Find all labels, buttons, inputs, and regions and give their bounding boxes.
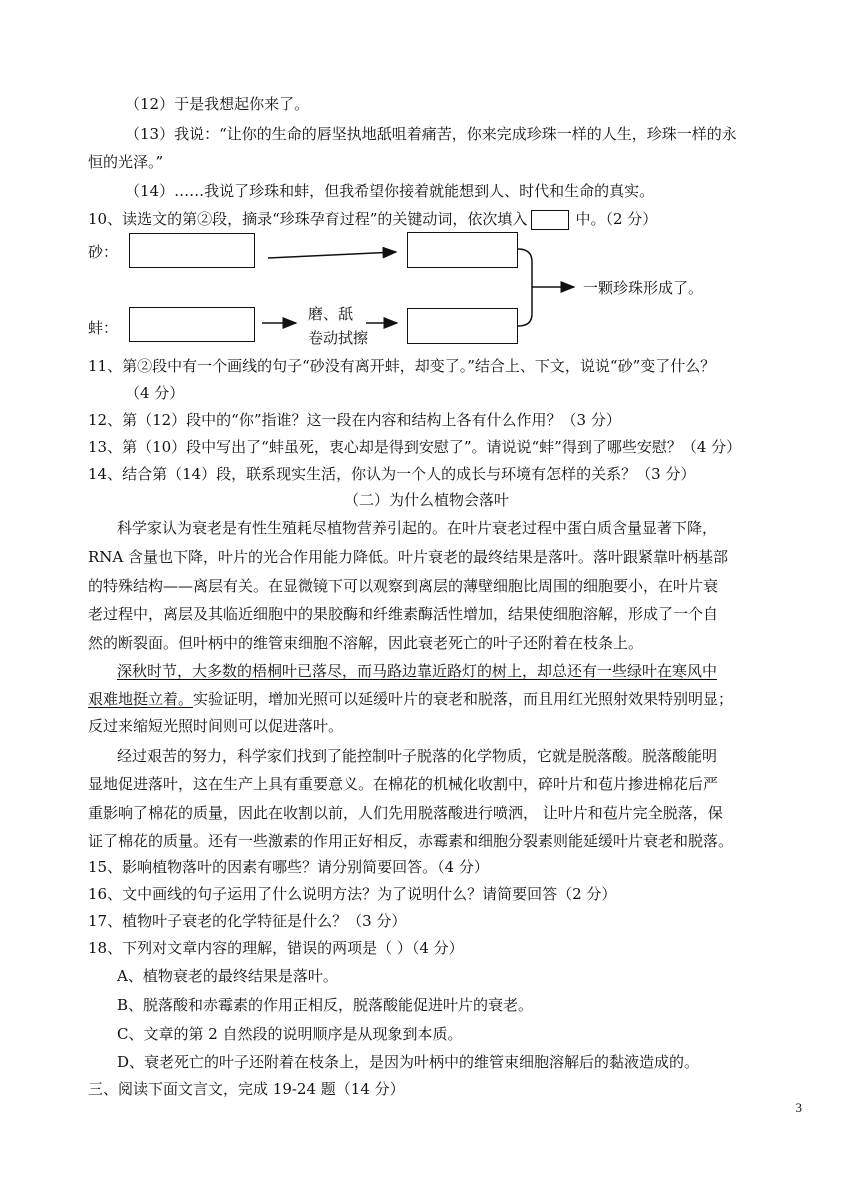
article-p3-line4: 证了棉花的质量。还有一些激素的作用正好相反，赤霉素和细胞分裂素则能延缓叶片衰老和脱落。 bbox=[88, 832, 734, 850]
arrow-sand bbox=[268, 252, 396, 258]
article-p1-line3: 的特殊结构——离层有关。在显微镜下可以观察到离层的薄壁细胞比周围的细胞要小，在叶片衰 bbox=[88, 577, 719, 595]
article-p2-rest: 实验证明，增加光照可以延缓叶片的衰老和脱落，而且用红光照射效果特别明显； bbox=[193, 690, 734, 708]
article-p2-line3: 反过来缩短光照时间则可以促进落叶。 bbox=[88, 717, 344, 735]
question-14: 14、结合第（14）段，联系现实生活，你认为一个人的成长与环境有怎样的关系？（3 分） bbox=[88, 465, 696, 483]
question-11-score: （4 分） bbox=[125, 384, 185, 402]
diagram-label-sand: 砂： bbox=[88, 243, 119, 261]
question-11: 11、第②段中有一个画线的句子“砂没有离开蚌，却变了。”结合上、下文，说说“砂”变了什么？ bbox=[88, 357, 716, 375]
page-number: 3 bbox=[795, 1100, 802, 1115]
question-10-score: 中。（2 分） bbox=[575, 210, 658, 228]
article-p2-underlined-2: 艰难地挺立着。 bbox=[88, 690, 194, 708]
passage-para-13: （13）我说：“让你的生命的唇坚执地舐咀着痛苦，你来完成珍珠一样的人生，珍珠一样的永 bbox=[125, 125, 737, 143]
article-p1-line4: 老过程中，离层及其临近细胞中的果胶酶和纤维素酶活性增加，结果使细胞溶解，形成了一个自 bbox=[88, 605, 719, 623]
question-17: 17、植物叶子衰老的化学特征是什么？（3 分） bbox=[88, 912, 407, 930]
section-3-heading: 三、阅读下面文言文，完成 19-24 题（14 分） bbox=[88, 1080, 405, 1098]
question-16: 16、文中画线的句子运用了什么说明方法？为了说明什么？请简要回答（2 分） bbox=[88, 885, 617, 903]
brace bbox=[518, 249, 532, 326]
article-p3-line2: 显地促进落叶，这在生产上具有重要意义。在棉花的机械化收割中，碎叶片和苞片掺进棉花后严 bbox=[88, 775, 719, 793]
section-2-title: （二）为什么植物会落叶 bbox=[344, 491, 510, 509]
passage-para-12: （12）于是我想起你来了。 bbox=[125, 95, 310, 113]
article-p3-line1: 经过艰苦的努力，科学家们找到了能控制叶子脱落的化学物质，它就是脱落酸。脱落酸能明 bbox=[117, 747, 718, 765]
article-p2-line2 bbox=[88, 689, 733, 709]
article-p1-line1: 科学家认为衰老是有性生殖耗尽植物营养引起的。在叶片衰老过程中蛋白质含量显著下降， bbox=[117, 519, 718, 537]
diagram-label-clam: 蚌： bbox=[88, 319, 119, 337]
option-a: A、植物衰老的最终结果是落叶。 bbox=[117, 967, 338, 985]
passage-para-14: （14）……我说了珍珠和蚌，但我希望你接着就能想到人、时代和生命的真实。 bbox=[125, 182, 655, 200]
article-p2-underlined-1: 深秋时节，大多数的梧桐叶已落尽，而马路边靠近路灯的树上，却总还有一些绿叶在寒风中 bbox=[117, 662, 718, 680]
diagram-result: 一颗珍珠形成了。 bbox=[583, 279, 704, 297]
diagram-mid-label-1: 磨、舐 bbox=[308, 305, 354, 323]
question-12: 12、第（12）段中的“你”指谁？这一段在内容和结构上各有什么作用？（3 分） bbox=[88, 411, 621, 429]
diagram-mid-label-2: 卷动拭擦 bbox=[308, 329, 369, 347]
question-15: 15、影响植物落叶的因素有哪些？请分别简要回答。（4 分） bbox=[88, 858, 489, 876]
option-c: C、文章的第 2 自然段的说明顺序是从现象到本质。 bbox=[117, 1025, 463, 1043]
question-10-text: 10、读选文的第②段，摘录“珍珠孕育过程”的关键动词，依次填入 bbox=[88, 210, 528, 228]
question-18: 18、下列对文章内容的理解，错误的两项是（ ）（4 分） bbox=[88, 939, 464, 957]
article-p3-line3: 重影响了棉花的质量，因此在收割以前，人们先用脱落酸进行喷洒， 让叶片和苞片完全脱落，保 bbox=[88, 804, 723, 822]
passage-para-13-cont: 恒的光泽。” bbox=[88, 153, 164, 171]
article-p1-line5: 然的断裂面。但叶柄中的维管束细胞不溶解，因此衰老死亡的叶子还附着在枝条上。 bbox=[88, 634, 644, 652]
article-p1-line2: RNA 含量也下降，叶片的光合作用能力降低。叶片衰老的最终结果是落叶。落叶跟紧靠叶柄基部 bbox=[88, 548, 729, 566]
option-d: D、衰老死亡的叶子还附着在枝条上，是因为叶柄中的维管束细胞溶解后的黏液造成的。 bbox=[117, 1053, 700, 1071]
question-13: 13、第（10）段中写出了“蚌虽死，衷心却是得到安慰了”。请说说“蚌”得到了哪些安慰？（4 分） bbox=[88, 438, 742, 456]
option-b: B、脱落酸和赤霉素的作用正相反，脱落酸能促进叶片的衰老。 bbox=[117, 996, 534, 1014]
